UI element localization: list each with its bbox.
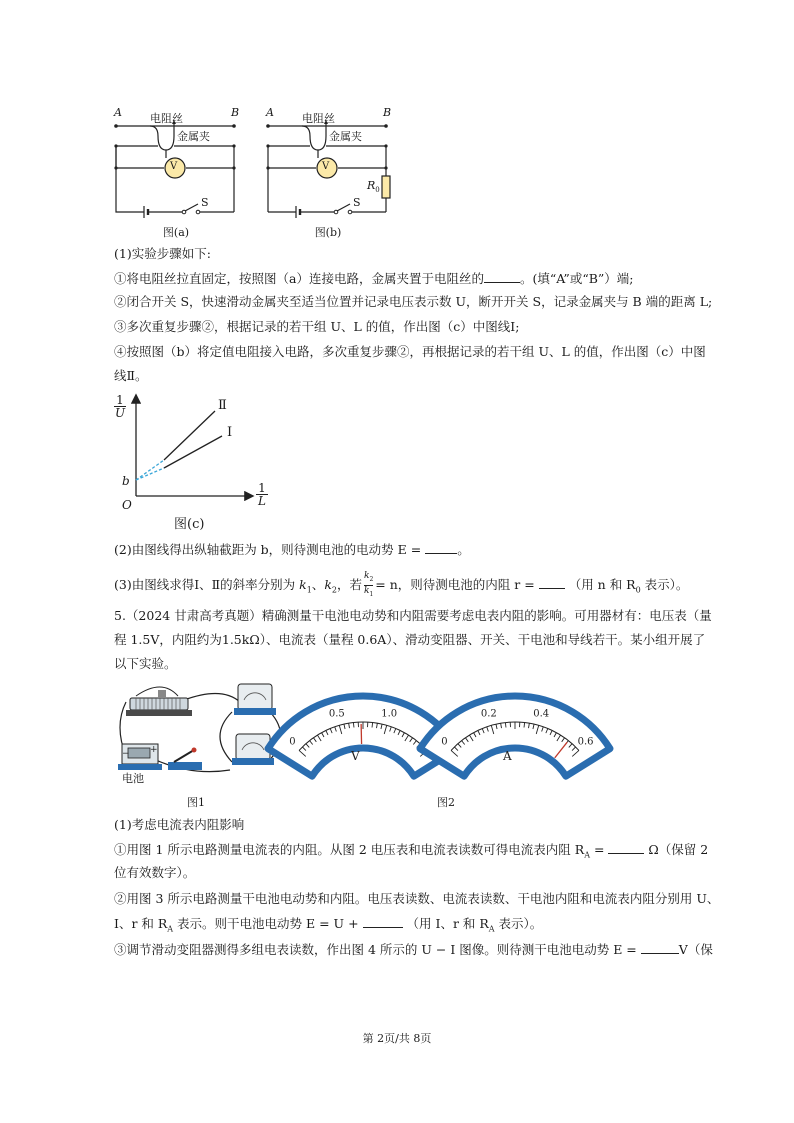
question-2: (2)由图线得出纵轴截距为 b，则待测电池的电动势 E = 。 [114, 542, 470, 557]
ammeter-tick-label: 0.4 [533, 708, 550, 720]
circuit-b-wire-label: 电阻丝 [302, 112, 335, 125]
voltmeter-tick [372, 723, 373, 728]
svg-text:−: − [122, 749, 130, 759]
q5-step-1-cont: 位有效数字）。 [114, 865, 196, 880]
graph-c-y-label: 1 U [114, 393, 126, 420]
voltmeter-tick-label: 0 [289, 736, 296, 748]
answer-blank[interactable] [484, 270, 520, 283]
step-4-cont: 线Ⅱ。 [114, 368, 148, 383]
problem-5-line-2: 程 1.5V，内阻约为1.5kΩ）、电流表（量程 0.6A）、滑动变阻器、开关、干电池和导线若干。某小组开展了 [114, 632, 706, 647]
graph-c-caption: 图(c) [174, 517, 205, 532]
circuit-a-caption: 图(a) [162, 226, 190, 239]
answer-blank-r[interactable] [539, 576, 565, 589]
svg-text:+: + [150, 745, 158, 755]
ammeter-tick [524, 723, 525, 728]
ammeter-tick-label: 0.2 [480, 708, 497, 720]
circuit-b-resistor-label: $R_0$ [367, 179, 380, 195]
answer-blank-emf-term[interactable] [363, 915, 403, 928]
ammeter-dial [420, 696, 610, 776]
circuit-a-wire-label: 电阻丝 [150, 112, 183, 125]
q5-step-1: ①用图 1 所示电路测量电流表的内阻。从图 2 电压表和电流表读数可得电流表内阻 $R_A = \Omega$（保留 2 [114, 842, 709, 860]
figure-2-meters [290, 690, 620, 790]
step-4: ④按照图（b）将定值电阻接入电路，多次重复步骤②，再根据记录的若干组 U、L 的值，作出图（c）中图 [114, 344, 706, 359]
step-1: ①将电阻丝拉直固定，按照图（a）连接电路，金属夹置于电阻丝的 。(填“A”或“B”）端; [114, 271, 634, 286]
q5-step-3: ③调节滑动变阻器测得多组电表读数，作出图 4 所示的 U − I 图像。则待测干电池电动势 E = V（保 [114, 942, 713, 957]
graph-c-intercept: b [122, 474, 130, 488]
figure-1-battery-label: 电池 [122, 772, 144, 785]
problem-5-line-1: 5.（2024 甘肃高考真题）精确测量干电池电动势和内阻需要考虑电表内阻的影响。可用器材有：电压表（量 [114, 608, 712, 623]
circuit-b-clip-label: 金属夹 [329, 130, 362, 143]
circuit-b-end-a: A [266, 106, 274, 119]
k-ratio-fraction: $\frac{k_2}{k_1}$ [364, 571, 374, 598]
answer-blank-ra[interactable] [608, 841, 644, 854]
circuit-b-end-b: B [383, 106, 392, 119]
circuit-a-voltmeter-symbol: V [170, 161, 178, 172]
voltmeter-tick-label: 1.0 [381, 708, 398, 720]
steps-header: (1)实验步骤如下: [114, 246, 211, 261]
circuit-a-switch-label: S [201, 196, 209, 209]
step-2: ②闭合开关 S，快速滑动金属夹至适当位置并记录电压表示数 U，断开开关 S，记录金属夹与 B 端的距离 L; [114, 294, 713, 309]
q5-step-2: ②用图 3 所示电路测量干电池电动势和内阻。电压表读数、电流表读数、干电池内阻和电流表内阻分别用 U、 [114, 891, 720, 906]
graph-c-line-2-label: Ⅱ [218, 398, 227, 413]
voltmeter-unit: V [351, 749, 360, 763]
circuit-b-switch-label: S [353, 196, 361, 209]
circuit-b-voltmeter-symbol: V [322, 161, 330, 172]
q5-step-2-cont: I、r 和 $R_A$ 表示。则干电池电动势 E = U + （用 I、r 和 $R_A$ 表示）。 [114, 916, 543, 934]
step-3: ③多次重复步骤②，根据记录的若干组 U、L 的值，作出图（c）中图线Ⅰ; [114, 319, 520, 334]
question-3: (3)由图线求得Ⅰ、Ⅱ的斜率分别为 $k_1$、$k_2$，若 $\frac{k_2}{k_1}$ = n，则待测电池的内阻 r = （用 n 和 $R_0$ 表示）。 [114, 571, 689, 598]
answer-blank-emf[interactable] [641, 941, 679, 954]
circuit-b-caption: 图(b) [314, 226, 342, 239]
circuit-a-clip-label: 金属夹 [177, 130, 210, 143]
ammeter-tick-label: 0.6 [577, 736, 594, 748]
graph-c-x-label: 1 L [256, 482, 268, 507]
problem-5-line-3: 以下实验。 [114, 656, 177, 671]
figure-1-caption: 图1 [187, 796, 205, 809]
circuit-a-end-a: A [114, 106, 122, 119]
voltmeter-tick [353, 723, 354, 728]
q5-header: (1)考虑电流表内阻影响 [114, 817, 245, 832]
ammeter-tick [505, 723, 506, 728]
figure-2-caption: 图2 [437, 796, 455, 809]
page-footer: 第 2页/共 8页 [362, 1032, 432, 1045]
ammeter-unit: A [503, 749, 512, 763]
voltmeter-tick-label: 0.5 [328, 708, 345, 720]
ammeter-tick-label: 0 [441, 736, 448, 748]
answer-blank-e[interactable] [425, 541, 457, 554]
graph-c-line-1-label: Ⅰ [227, 425, 233, 440]
graph-c-origin: O [122, 498, 132, 512]
circuit-a-end-b: B [231, 106, 240, 119]
